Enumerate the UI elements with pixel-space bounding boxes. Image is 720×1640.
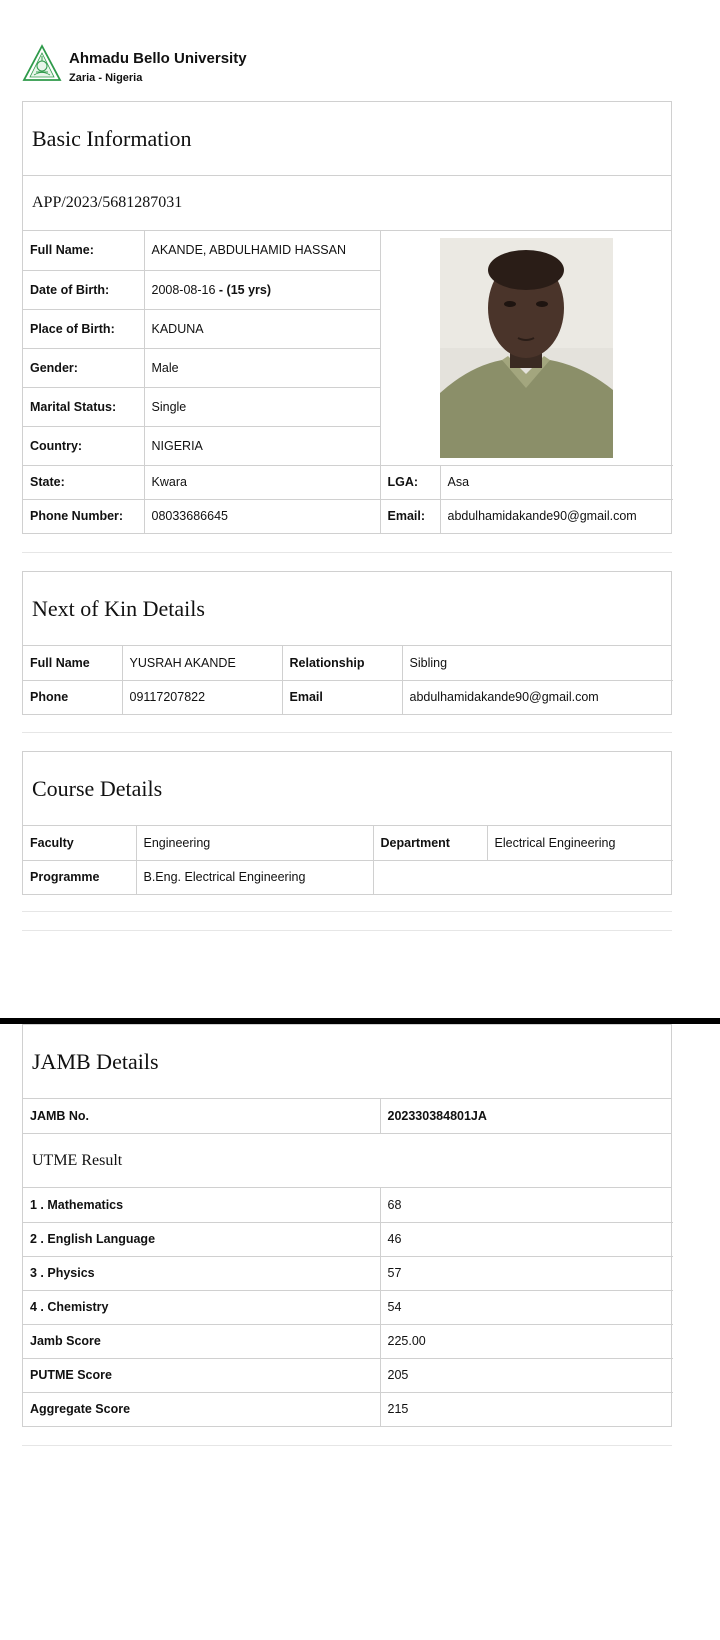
dob-age: - (15 yrs) (215, 282, 272, 297)
jamb-number-label: JAMB No. (23, 1099, 380, 1133)
state-value: Kwara (144, 465, 380, 499)
university-location: Zaria - Nigeria (69, 72, 143, 84)
result-label: 2 . English Language (23, 1222, 380, 1256)
result-label: 4 . Chemistry (23, 1290, 380, 1324)
full-name-label: Full Name: (23, 231, 144, 270)
marital-status-value: Single (144, 387, 380, 426)
course-details-section (22, 751, 672, 895)
table-row (23, 1256, 673, 1290)
result-label: 1 . Mathematics (23, 1188, 380, 1222)
table-row (23, 646, 673, 680)
result-value: 68 (380, 1188, 673, 1222)
country-value: NIGERIA (144, 426, 380, 465)
university-header (22, 44, 522, 86)
phone-label: Phone Number: (23, 499, 144, 533)
abu-crest-logo-icon (22, 44, 62, 84)
kin-relationship-label: Relationship (282, 646, 402, 680)
passport-photo (440, 238, 613, 458)
full-name-value: AKANDE, ABDULHAMID HASSAN (144, 231, 380, 270)
utme-result-title: UTME Result (32, 1151, 123, 1169)
dob-value (144, 270, 380, 309)
section-header (23, 752, 671, 826)
section-title: Course Details (32, 775, 163, 801)
pob-value: KADUNA (144, 309, 380, 348)
basic-info-table (23, 231, 673, 533)
result-label: Aggregate Score (23, 1392, 380, 1426)
course-details-table (23, 826, 673, 894)
jamb-details-section (22, 1024, 672, 1427)
divider (22, 1445, 672, 1446)
table-row (23, 1188, 673, 1222)
result-value: 54 (380, 1290, 673, 1324)
section-header (23, 102, 671, 176)
dob-date: 2008-08-16 (151, 282, 216, 297)
kin-relationship-value: Sibling (402, 646, 673, 680)
programme-value: B.Eng. Electrical Engineering (136, 860, 373, 894)
section-title: Basic Information (32, 125, 192, 151)
dob-label: Date of Birth: (23, 270, 144, 309)
passport-photo-cell (380, 231, 673, 465)
department-value: Electrical Engineering (487, 826, 673, 860)
gender-label: Gender: (23, 348, 144, 387)
faculty-label: Faculty (23, 826, 136, 860)
table-row (23, 465, 673, 499)
table-row (23, 1324, 673, 1358)
table-row (23, 1099, 673, 1133)
pob-label: Place of Birth: (23, 309, 144, 348)
utme-result-table (23, 1188, 673, 1426)
section-title: Next of Kin Details (32, 595, 205, 621)
lga-value: Asa (440, 465, 673, 499)
next-of-kin-table (23, 646, 673, 714)
gender-value: Male (144, 348, 380, 387)
section-header (23, 572, 671, 646)
table-row (23, 1358, 673, 1392)
result-value: 46 (380, 1222, 673, 1256)
phone-value: 08033686645 (144, 499, 380, 533)
university-name: Ahmadu Bello University (69, 50, 247, 67)
divider (22, 732, 672, 733)
kin-phone-label: Phone (23, 680, 122, 714)
table-row (23, 499, 673, 533)
table-row (23, 1222, 673, 1256)
kin-name-label: Full Name (23, 646, 122, 680)
result-value: 57 (380, 1256, 673, 1290)
country-label: Country: (23, 426, 144, 465)
faculty-value: Engineering (136, 826, 373, 860)
divider (22, 911, 672, 912)
kin-email-value: abdulhamidakande90@gmail.com (402, 680, 673, 714)
application-number: APP/2023/5681287031 (32, 194, 183, 211)
divider (22, 930, 672, 931)
table-row (23, 860, 673, 894)
result-label: PUTME Score (23, 1358, 380, 1392)
kin-email-label: Email (282, 680, 402, 714)
table-row (23, 1290, 673, 1324)
empty-cell (373, 860, 673, 894)
jamb-number-table (23, 1099, 673, 1133)
divider (22, 552, 672, 553)
section-title: JAMB Details (32, 1048, 159, 1074)
email-label: Email: (380, 499, 440, 533)
department-label: Department (373, 826, 487, 860)
table-row (23, 1392, 673, 1426)
lga-label: LGA: (380, 465, 440, 499)
result-value: 205 (380, 1358, 673, 1392)
basic-information-section (22, 101, 672, 534)
result-value: 225.00 (380, 1324, 673, 1358)
table-row (23, 826, 673, 860)
table-row (23, 231, 673, 270)
section-header (23, 1025, 671, 1099)
result-value: 215 (380, 1392, 673, 1426)
next-of-kin-section (22, 571, 672, 715)
kin-name-value: YUSRAH AKANDE (122, 646, 282, 680)
jamb-number-value: 202330384801JA (380, 1099, 673, 1133)
programme-label: Programme (23, 860, 136, 894)
result-label: 3 . Physics (23, 1256, 380, 1290)
kin-phone-value: 09117207822 (122, 680, 282, 714)
state-label: State: (23, 465, 144, 499)
marital-status-label: Marital Status: (23, 387, 144, 426)
utme-result-header (23, 1133, 671, 1188)
email-value: abdulhamidakande90@gmail.com (440, 499, 673, 533)
result-label: Jamb Score (23, 1324, 380, 1358)
application-number-row (23, 176, 671, 231)
table-row (23, 680, 673, 714)
